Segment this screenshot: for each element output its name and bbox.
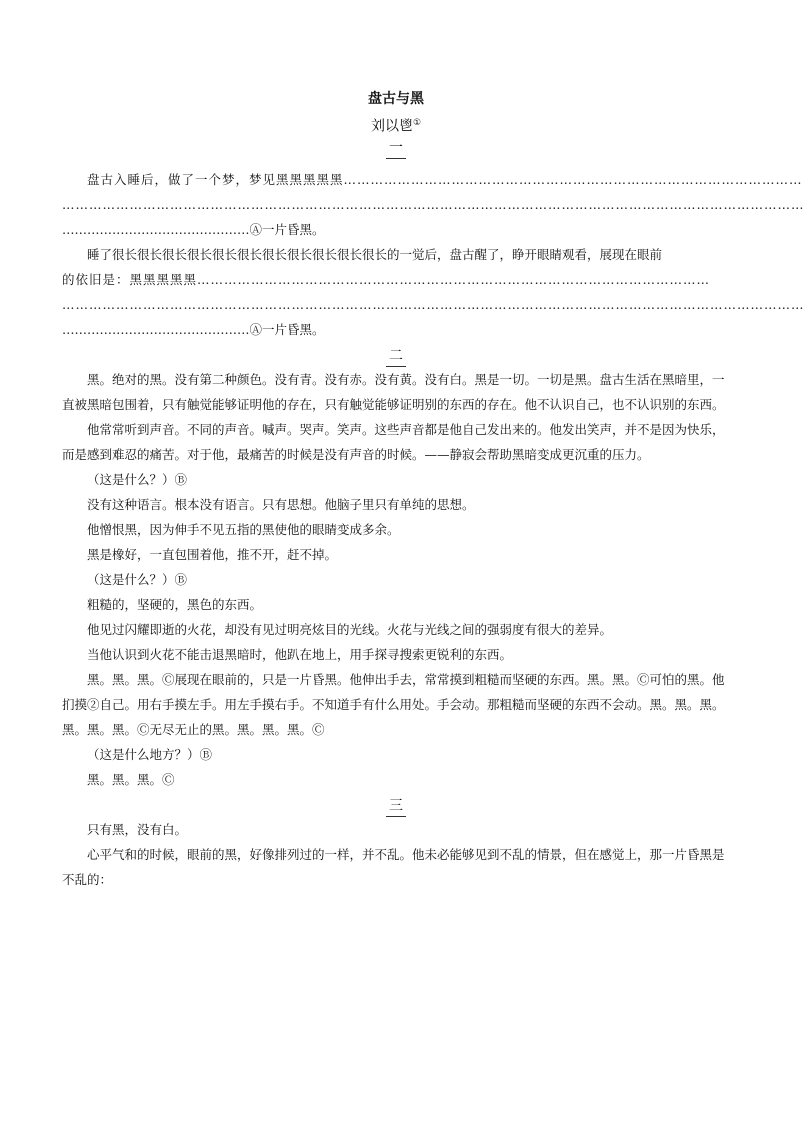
paragraph: 只有黑，没有白。 xyxy=(87,821,188,837)
paragraph: 他憎恨黑，因为伸手不见五指的黑使他的眼睛变成多余。 xyxy=(87,521,400,537)
paragraph: 黑。黑。黑。Ⓒ xyxy=(87,771,175,787)
article-title: 盘古与黑 xyxy=(368,91,424,107)
section-3-heading: 三 xyxy=(62,796,730,817)
paragraph: 盘古入睡后，做了一个梦，梦见黑黑黑黑黑………………………………………………………………………………………… xyxy=(87,171,803,187)
section-2-heading: 二 xyxy=(62,346,730,367)
paragraph: 的依旧是：黑黑黑黑黑…………………………………………………………………………………………………… xyxy=(62,271,711,287)
paragraph: 睡了很长很长很长很长很长很长很长很长很长很长很长的一觉后，盘古醒了，睁开眼睛观看，展现在眼前 xyxy=(87,246,663,262)
paragraph: 他见过闪耀即逝的火花，却没有见过明亮炫目的光线。火花与光线之间的强弱度有很大的差异。 xyxy=(87,621,613,637)
paragraph: ………………………………………Ⓐ一片昏黑。 xyxy=(62,221,325,237)
section-1 xyxy=(62,167,805,342)
paragraph: 黑是橡好，一直包围着他，推不开，赶不掉。 xyxy=(87,546,338,562)
author-line xyxy=(62,112,730,138)
paragraph: 他常常听到声音。不同的声音。喊声。哭声。笑声。这些声音都是他自己发出来的。他发出笑声，并不是因为快乐，而是感到难忍的痛苦。对于他，最痛苦的时候是没有声音的时候。——静寂会帮助黑暗变成更沉重的压力。 xyxy=(62,421,725,462)
section-1-heading: 一 xyxy=(62,138,730,159)
paragraph: ………………………………………………………………………………………………………………………………………………… xyxy=(62,296,805,312)
paragraph: 当他认识到火花不能击退黑暗时，他趴在地上，用手探寻搜索更锐利的东西。 xyxy=(87,646,513,662)
paragraph: 心平气和的时候，眼前的黑，好像排列过的一样，并不乱。他未必能够见到不乱的情景，但在感觉上，那一片昏黑是不乱的： xyxy=(62,846,725,887)
paragraph: 粗糙的，坚硬的，黑色的东西。 xyxy=(87,596,263,612)
paragraph: （这是什么？）Ⓑ xyxy=(87,471,188,487)
section-2 xyxy=(62,367,730,792)
paragraph: 黑。绝对的黑。没有第二种颜色。没有青。没有赤。没有黄。没有白。黑是一切。一切是黑。盘古生活在黑暗里，一直被黑暗包围着，只有触觉能够证明他的存在，只有触觉能够证明别的东西的存在。他不认识自己，也不认识别的东西。 xyxy=(62,371,725,412)
paragraph: （这是什么？）Ⓑ xyxy=(87,571,188,587)
paragraph: ………………………………………Ⓐ一片昏黑。 xyxy=(62,321,325,337)
author-name: 刘以鬯 xyxy=(370,118,413,135)
paragraph: 没有这种语言。根本没有语言。只有思想。他脑子里只有单纯的思想。 xyxy=(87,496,475,512)
section-3 xyxy=(62,817,730,892)
paragraph: ………………………………………………………………………………………………………………………………………………… xyxy=(62,196,805,212)
document-page xyxy=(62,86,805,892)
paragraph: 黑。黑。黑。Ⓒ展现在眼前的，只是一片昏黑。他伸出手去，常常摸到粗糙而坚硬的东西。黑。黑。Ⓒ可怕的黑。他扪摸②自己。用右手摸左手。用左手摸右手。不知道手有什么用处。手会动。那粗糙而坚硬的东西不会动。黑。黑。黑。黑。黑。黑。Ⓒ无尽无止的黑。黑。黑。黑。Ⓒ xyxy=(62,671,725,737)
paragraph: （这是什么地方？）Ⓑ xyxy=(87,746,213,762)
author-footnote-marker: ① xyxy=(412,118,422,128)
